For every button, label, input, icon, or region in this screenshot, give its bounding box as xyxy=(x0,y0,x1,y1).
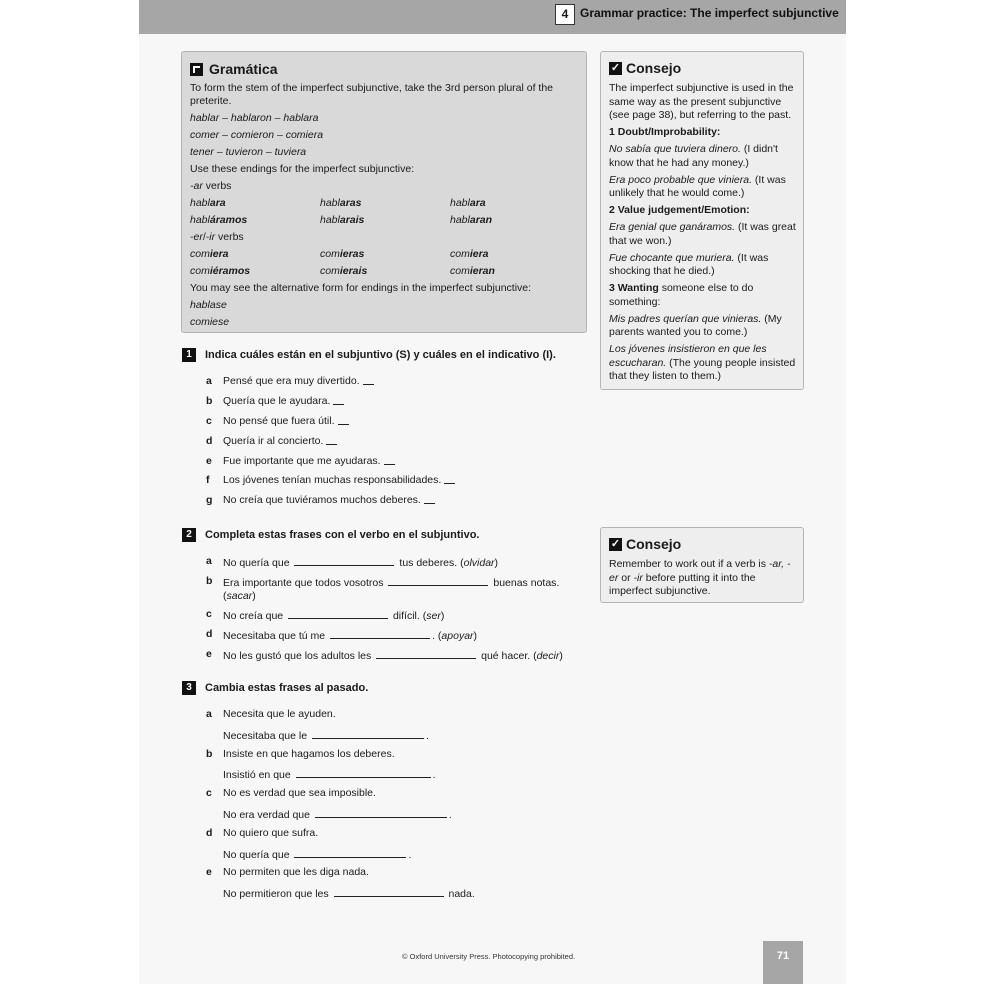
consejo-title: Consejo xyxy=(626,536,682,552)
chapter-number: 4 xyxy=(555,4,575,25)
chapter-title: Grammar practice: The imperfect subjunctive xyxy=(580,6,839,20)
copyright: © Oxford University Press. Photocopying prohibited. xyxy=(402,952,576,961)
exercise-3-answer: No era verdad que . xyxy=(223,809,452,821)
exercise-2-item: d Necesitaba que tú me . (apoyar) xyxy=(206,628,478,642)
exercise-3-item: a Necesita que le ayuden. xyxy=(206,708,336,720)
grammar-example: tener – tuvieron – tuviera xyxy=(190,146,307,158)
answer-blank[interactable] xyxy=(424,494,435,504)
answer-blank[interactable] xyxy=(334,886,444,897)
exercise-2-heading xyxy=(182,528,479,542)
exercise-1-heading xyxy=(182,348,556,362)
alt-form: hablase xyxy=(190,299,227,311)
ar-endings-row: habláramos hablarais hablaran xyxy=(190,214,493,226)
exercise-2-item: e No les gustó que los adultos les qué hacer. (decir) xyxy=(206,648,563,662)
exercise-3-answer: No quería que . xyxy=(223,849,412,861)
tip-heading: 2 Value judgement/Emotion: xyxy=(609,204,750,216)
er-endings-row: comiéramos comierais comieran xyxy=(190,265,495,277)
answer-blank[interactable] xyxy=(312,728,424,739)
tip-text: Remember to work out if a verb is -ar, -er or -ir before putting it into the imperfect subjunctive. xyxy=(609,558,791,597)
grammar-title: Gramática xyxy=(209,61,278,77)
answer-blank[interactable] xyxy=(288,608,388,619)
exercise-instruction: Completa estas frases con el verbo en el subjuntivo. xyxy=(205,529,480,541)
answer-blank[interactable] xyxy=(326,435,337,445)
answer-blank[interactable] xyxy=(338,415,349,425)
grammar-icon xyxy=(190,63,203,76)
exercise-1-item: e Fue importante que me ayudaras. xyxy=(206,455,395,467)
answer-blank[interactable] xyxy=(330,628,430,639)
tip-example: No sabía que tuviera dinero. (I didn't know that he had any money.) xyxy=(609,143,778,169)
tip-example: Era poco probable que viniera. (It was unlikely that he would come.) xyxy=(609,173,786,199)
checkmark-icon: ✓ xyxy=(610,61,621,74)
grammar-intro: To form the stem of the imperfect subjunctive, take the 3rd person plural of the preterite. xyxy=(190,82,554,107)
answer-blank[interactable] xyxy=(296,767,431,778)
exercise-instruction: Cambia estas frases al pasado. xyxy=(205,682,369,694)
ar-endings-row: hablara hablaras hablara xyxy=(190,197,486,209)
exercise-number: 2 xyxy=(182,528,196,542)
exercise-3-item: c No es verdad que sea imposible. xyxy=(206,787,376,799)
grammar-example: hablar – hablaron – hablara xyxy=(190,112,319,124)
tip-example: Fue chocante que muriera. (It was shocking that he died.) xyxy=(609,251,769,277)
consejo-box-2 xyxy=(600,527,804,603)
answer-blank[interactable] xyxy=(388,575,488,586)
answer-blank[interactable] xyxy=(444,474,455,484)
page-number: 71 xyxy=(763,941,803,984)
endings-intro: Use these endings for the imperfect subjunctive: xyxy=(190,163,415,175)
ar-verbs-label: -ar verbs xyxy=(190,180,232,192)
er-endings-row: comiera comieras comiera xyxy=(190,248,489,260)
answer-blank[interactable] xyxy=(384,455,395,465)
answer-blank[interactable] xyxy=(333,395,344,405)
exercise-3-item: e No permiten que les diga nada. xyxy=(206,866,369,878)
tip-intro: The imperfect subjunctive is used in the same way as the present subjunctive (see page 38), but referring to the past. xyxy=(609,82,794,121)
exercise-2-item: c No creía que difícil. (ser) xyxy=(206,608,445,622)
alt-intro: You may see the alternative form for endings in the imperfect subjunctive: xyxy=(190,282,532,294)
exercise-number: 3 xyxy=(182,681,196,695)
consejo-box-1 xyxy=(600,51,804,390)
answer-blank[interactable] xyxy=(363,375,374,385)
answer-blank[interactable] xyxy=(294,847,406,858)
exercise-instruction: Indica cuáles están en el subjuntivo (S) y cuáles en el indicativo (I). xyxy=(205,349,556,361)
er-ir-verbs-label: -er/-ir verbs xyxy=(190,231,244,243)
exercise-3-answer: Insistió en que . xyxy=(223,769,436,781)
consejo-title: Consejo xyxy=(626,60,682,76)
exercise-3-answer: Necesitaba que le . xyxy=(223,730,429,742)
exercise-2-item: b Era importante que todos vosotros buenas notas. (sacar) xyxy=(206,575,560,602)
exercise-3-heading xyxy=(182,681,368,695)
tip-example: Era genial que ganáramos. (It was great that we won.) xyxy=(609,221,796,247)
alt-form: comiese xyxy=(190,316,230,328)
tip-example: Mis padres querían que vinieras. (My parents wanted you to come.) xyxy=(609,312,782,338)
tip-example: Los jóvenes insistieron en que les escucharan. (The young people insisted that they listen to them.) xyxy=(609,343,796,382)
exercise-3-item: b Insiste en que hagamos los deberes. xyxy=(206,748,395,760)
grammar-example: comer – comieron – comiera xyxy=(190,129,324,141)
exercise-1-item: b Quería que le ayudara. xyxy=(206,395,344,407)
exercise-1-item: d Quería ir al concierto. xyxy=(206,435,337,447)
exercise-1-item: c No pensé que fuera útil. xyxy=(206,415,349,427)
grammar-box xyxy=(181,51,587,333)
exercise-1-item: g No creía que tuviéramos muchos deberes. xyxy=(206,494,435,506)
checkmark-icon: ✓ xyxy=(610,537,621,550)
exercise-2-item: a No quería que tus deberes. (olvidar) xyxy=(206,555,499,569)
answer-blank[interactable] xyxy=(376,648,476,659)
exercise-1-item: a Pensé que era muy divertido. xyxy=(206,375,374,387)
answer-blank[interactable] xyxy=(294,555,394,566)
tip-heading: 1 Doubt/Improbability: xyxy=(609,126,721,138)
exercise-3-item: d No quiero que sufra. xyxy=(206,827,319,839)
tip-heading: 3 Wanting someone else to do something: xyxy=(609,282,754,308)
exercise-3-answer: No permitieron que les nada. xyxy=(223,888,475,900)
answer-blank[interactable] xyxy=(315,807,447,818)
exercise-1-item: f Los jóvenes tenían muchas responsabilidades. xyxy=(206,474,455,486)
exercise-number: 1 xyxy=(182,348,196,362)
